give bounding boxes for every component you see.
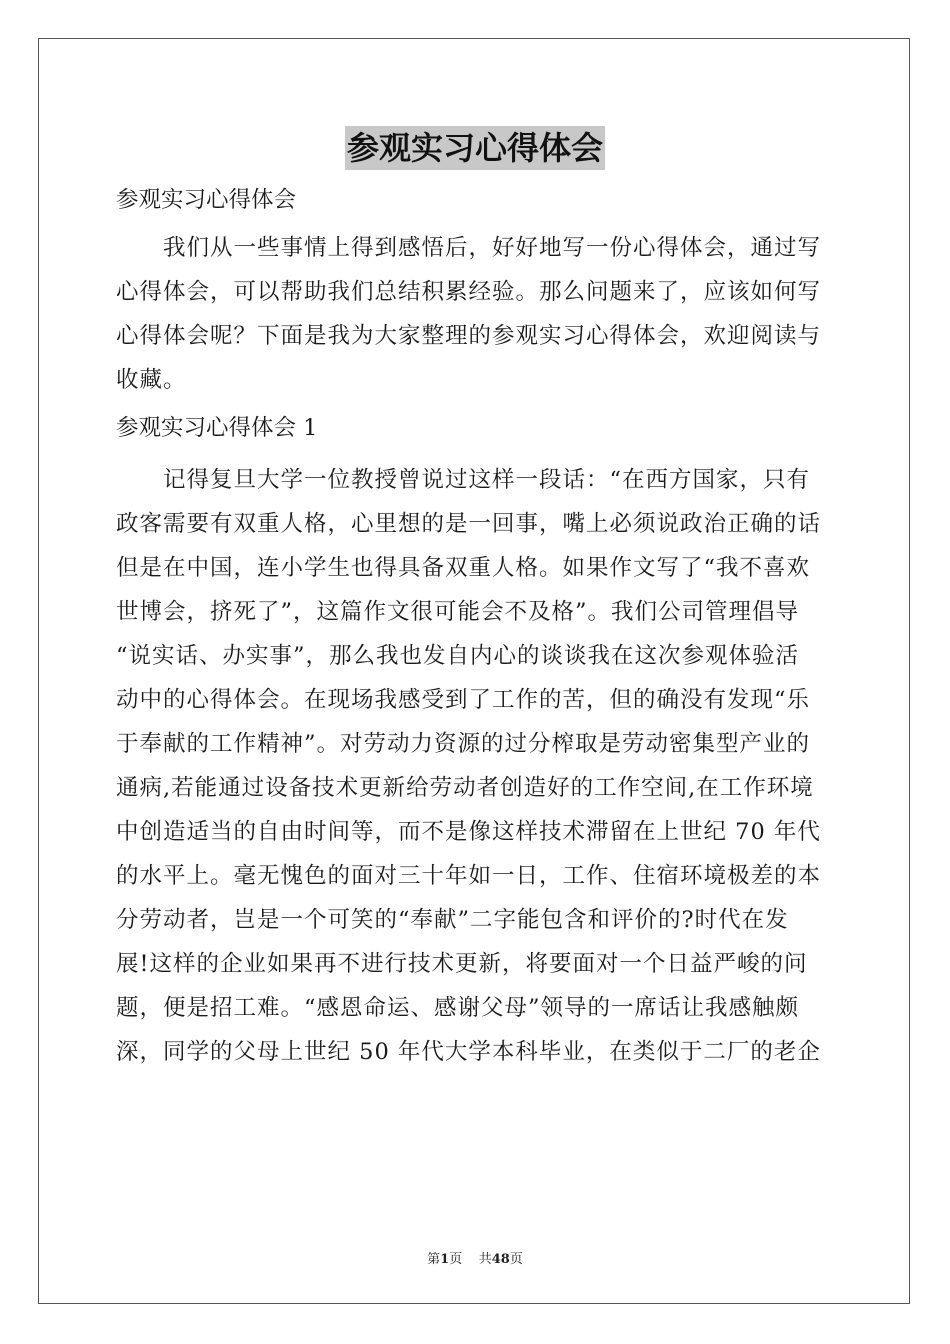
paragraph-line: “说实话、办实事”，那么我也发自内心的谈谈我在这次参观体验活	[116, 643, 800, 669]
section-paragraph	[116, 458, 836, 1074]
paragraph-line: 心得体会，可以帮助我们总结积累经验。那么问题来了，应该如何写	[116, 279, 822, 305]
paragraph-line: 动中的心得体会。在现场我感受到了工作的苦，但的确没有发现“乐	[116, 687, 811, 713]
paragraph-line: 记得复旦大学一位教授曾说过这样一段话：“在西方国家，只有	[116, 467, 811, 493]
page-footer	[0, 1248, 950, 1267]
paragraph-line: 展!这样的企业如果再不进行技术更新，将要面对一个日益严峻的问	[116, 951, 808, 977]
document-body	[116, 178, 836, 1074]
section-heading: 参观实习心得体会 1	[116, 415, 318, 441]
document-title	[0, 126, 950, 170]
paragraph-line: 心得体会呢？下面是我为大家整理的参观实习心得体会，欢迎阅读与	[116, 323, 822, 349]
paragraph-line: 政客需要有双重人格，心里想的是一回事，嘴上必须说政治正确的话	[116, 511, 822, 537]
paragraph-line: 我们从一些事情上得到感悟后，好好地写一份心得体会，通过写	[116, 235, 822, 261]
document-subtitle: 参观实习心得体会	[116, 187, 297, 213]
page-total: 共48页	[478, 1252, 523, 1267]
paragraph-line: 深，同学的父母上世纪 50 年代大学本科毕业，在类似于二厂的老企	[116, 1039, 821, 1065]
paragraph-line: 于奉献的工作精神”。对劳动力资源的过分榨取是劳动密集型产业的	[116, 731, 811, 757]
paragraph-line: 通病,若能通过设备技术更新给劳动者创造好的工作空间,在工作环境	[116, 775, 814, 801]
document-title-text: 参观实习心得体会	[345, 126, 605, 170]
paragraph-line: 的水平上。毫无愧色的面对三十年如一日，工作、住宿环境极差的本	[116, 863, 822, 889]
paragraph-line: 中创造适当的自由时间等，而不是像这样技术滞留在上世纪 70 年代	[116, 819, 821, 845]
paragraph-line: 分劳动者，岂是一个可笑的“奉献”二字能包含和评价的?时代在发	[116, 907, 789, 933]
page-number: 第1页	[427, 1252, 463, 1267]
paragraph-line: 收藏。	[116, 367, 187, 393]
paragraph-line: 但是在中国，连小学生也得具备双重人格。如果作文写了“我不喜欢	[116, 555, 811, 581]
paragraph-line: 世博会，挤死了”，这篇作文很可能会不及格”。我们公司管理倡导	[116, 599, 800, 625]
intro-paragraph	[116, 226, 836, 402]
paragraph-line: 题，便是招工难。“感恩命运、感谢父母”领导的一席话让我感触颇	[116, 995, 800, 1021]
